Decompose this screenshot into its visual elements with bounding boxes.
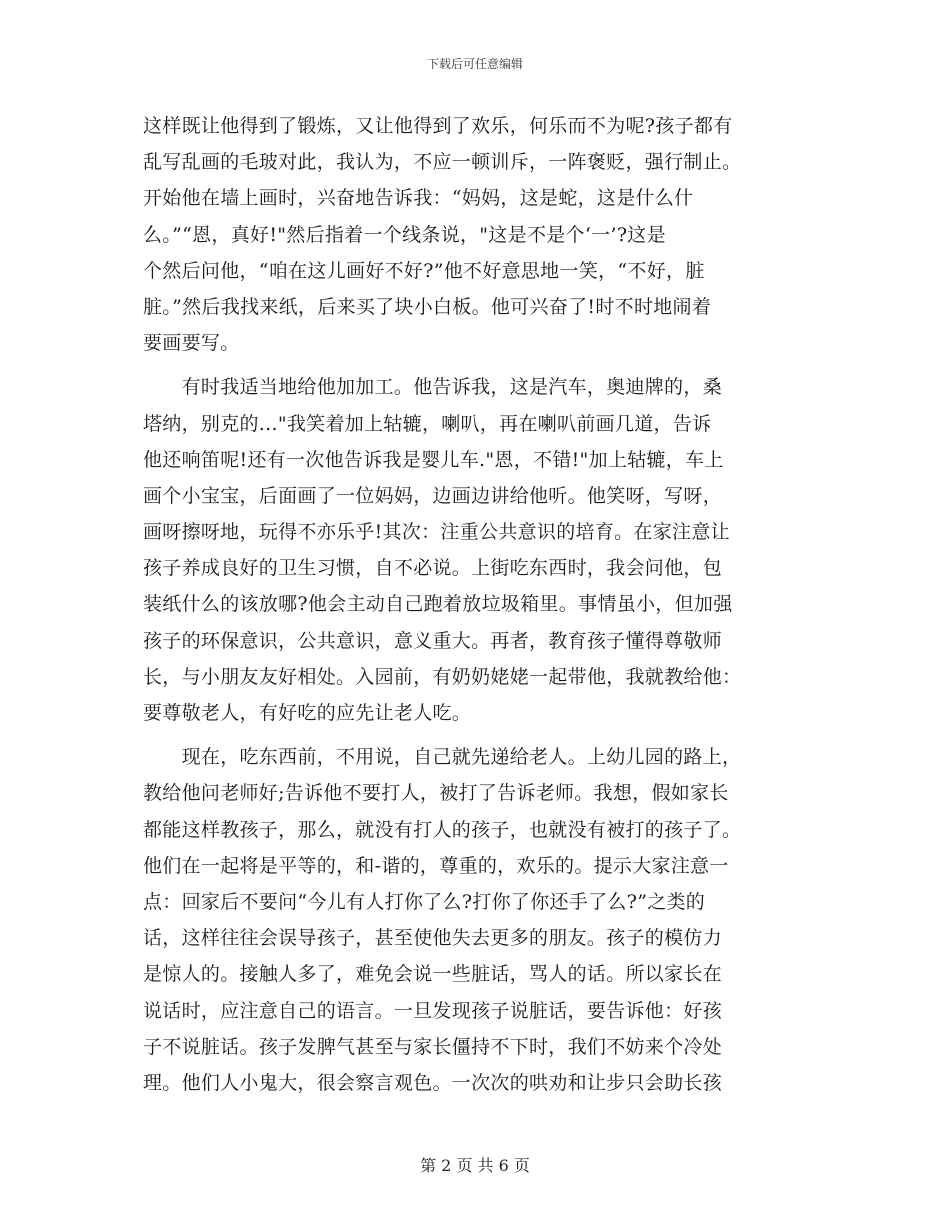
text-line: 说话时，应注意自己的语言。一旦发现孩子说脏话，要告诉他：好孩	[143, 999, 723, 1022]
text-line: 有时我适当地给他加加工。他告诉我，这是汽车，奥迪牌的，桑	[143, 376, 723, 399]
text-line: 画个小宝宝，后面画了一位妈妈，边画边讲给他听。他笑呀，写呀，	[143, 484, 723, 507]
text-line: 他们在一起将是平等的，和-谐的，尊重的，欢乐的。提示大家注意一	[143, 854, 729, 877]
text-line: 子不说脏话。孩子发脾气甚至与家长僵持不下时，我们不妨来个冷处	[143, 1035, 723, 1058]
document-body	[143, 108, 807, 1101]
text-line: 么。”“恩，真好!"然后指着一个线条说，"这是不是个‘一’?这是	[143, 223, 666, 246]
text-line: 开始他在墙上画时，兴奋地告诉我：“妈妈，这是蛇，这是什么什	[143, 187, 694, 210]
text-line: 要尊敬老人，有好吃的应先让老人吃。	[143, 702, 472, 724]
text-line: 他还响笛呢!还有一次他告诉我是婴儿车."恩，不错!"加上轱辘，车上	[143, 448, 724, 471]
page-number-footer: 第 2 页 共 6 页	[420, 1156, 530, 1175]
text-line: 个然后问他，“咱在这儿画好不好?”他不好意思地一笑，“不好，脏	[143, 259, 705, 282]
text-line: 塔纳，别克的..."我笑着加上轱辘，喇叭，再在喇叭前画几道，告诉	[143, 412, 712, 435]
text-line: 长，与小朋友友好相处。入园前，有奶奶姥姥一起带他，我就教给他：	[143, 665, 742, 688]
text-line: 脏。”然后我找来纸，后来买了块小白板。他可兴奋了!时不时地闹着	[143, 295, 712, 318]
text-line: 孩子的环保意识，公共意识，意义重大。再者，教育孩子懂得尊敬师	[143, 629, 723, 652]
text-line: 理。他们人小鬼大，很会察言观色。一次次的哄劝和让步只会助长孩	[143, 1071, 723, 1094]
text-line: 教给他问老师好;告诉他不要打人，被打了告诉老师。我想，假如家长	[143, 782, 729, 805]
text-line: 孩子养成良好的卫生习惯，自不必说。上街吃东西时，我会问他，包	[143, 557, 723, 580]
paragraph-3	[143, 739, 807, 1101]
text-line: 都能这样教孩子，那么，就没有打人的孩子，也就没有被打的孩子了。	[143, 818, 742, 841]
text-line: 现在，吃东西前，不用说，自己就先递给老人。上幼儿园的路上，	[143, 746, 742, 769]
text-line: 话，这样往往会误导孩子，甚至使他失去更多的朋友。孩子的模仿力	[143, 927, 723, 950]
paragraph-1	[143, 108, 807, 361]
text-line: 乱写乱画的毛玻对此，我认为，不应一顿训斥，一阵褒贬，强行制止。	[143, 151, 742, 174]
text-line: 点：回家后不要问“今儿有人打你了么?打你了你还手了么?”之类的	[143, 890, 706, 913]
text-line: 是惊人的。接触人多了，难免会说一些脏话，骂人的话。所以家长在	[143, 963, 723, 986]
paragraph-2	[143, 369, 807, 731]
text-line: 要画要写。	[143, 332, 240, 355]
text-line: 画呀擦呀地，玩得不亦乐乎!其次：注重公共意识的培育。在家注意让	[143, 521, 730, 544]
text-line: 装纸什么的该放哪?他会主动自己跑着放垃圾箱里。事情虽小，但加强	[143, 593, 733, 616]
page-header: 下载后可任意编辑	[426, 57, 523, 71]
text-line: 这样既让他得到了锻炼，又让他得到了欢乐，何乐而不为呢?孩子都有	[143, 115, 733, 137]
